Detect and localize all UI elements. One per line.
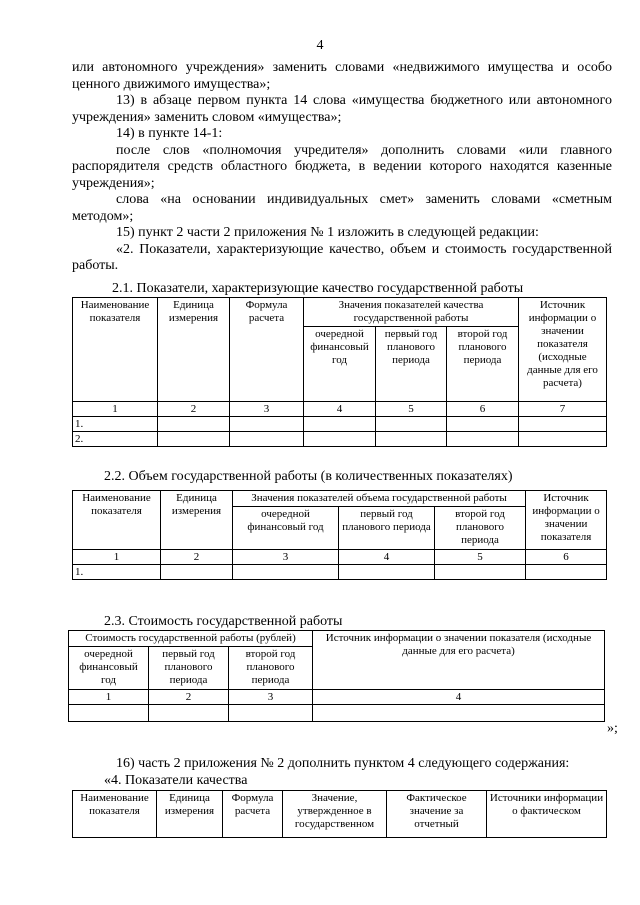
table3-heading: 2.3. Стоимость государственной работы [104,614,343,629]
table2-header-source: Источник информации о значении показателя [526,491,607,550]
table1-header-group: Значения показателей качества государственной работы [304,298,519,327]
table1-col-number: 5 [376,402,447,417]
table1-col-number: 7 [519,402,607,417]
table2-col-number: 4 [339,550,435,565]
table1-col-number: 1 [73,402,158,417]
table2-header-group: Значения показателей объема государственной работы [233,491,526,507]
table1-header-first-year: первый год планового периода [376,327,447,402]
table4-header-name: Наименование показателя [73,791,157,838]
paragraph-13: 13) в абзаце первом пункта 14 слова «имущества бюджетного или автономного учреждения» заменить словом «имущества»; [72,93,612,125]
table1-header-second-year: второй год планового периода [447,327,519,402]
table-row [73,565,607,580]
paragraph-14-words: слова «на основании индивидуальных смет» заменить словами «сметным методом»; [72,192,612,224]
table1-col-number: 2 [158,402,230,417]
page-number: 4 [316,38,324,53]
table1-col-number: 4 [304,402,376,417]
table1-header-name: Наименование показателя [73,298,158,402]
table2-row-label: 1. [73,565,161,580]
table-quality-indicators [72,297,607,447]
paragraph-16: 16) часть 2 приложения № 2 дополнить пунктом 4 следующего содержания: [116,756,570,771]
table1-header-current-year: очередной финансовый год [304,327,376,402]
table3-header-source: Источник информации о значении показателя (исходные данные для его расчета) [313,631,605,690]
table2-header-second-year: второй год планового периода [435,507,526,550]
body-text [72,60,612,275]
table2-header-name: Наименование показателя [73,491,161,550]
table3-header-first-year: первый год планового периода [149,647,229,690]
table1-header-source: Источник информации о значении показателя (исходные данные для его расчета) [519,298,607,402]
table3-col-number: 2 [149,690,229,705]
table1-col-number: 6 [447,402,519,417]
table4-header-unit: Единица измерения [157,791,223,838]
table1-heading: 2.1. Показатели, характеризующие качество государственной работы [112,281,524,296]
table1-header-unit: Единица измерения [158,298,230,402]
paragraph-15: 15) пункт 2 части 2 приложения № 1 изложить в следующей редакции: [116,225,539,240]
table4-header-source: Источники информации о фактическом [487,791,607,838]
table2-header-first-year: первый год планового периода [339,507,435,550]
table3-header-second-year: второй год планового периода [229,647,313,690]
table3-col-number: 1 [69,690,149,705]
table1-header-formula: Формула расчета [230,298,304,402]
table4-header-actual: Фактическое значение за отчетный [387,791,487,838]
table-quality-indicators-appendix2 [72,790,607,838]
table2-header-current-year: очередной финансовый год [233,507,339,550]
table3-closing-quote: »; [607,721,618,736]
table3-header-group: Стоимость государственной работы (рублей) [69,631,313,647]
paragraph-continuation: или автономного учреждения» заменить словами «недвижимого имущества и особо ценного движимого имущества»; [72,60,612,92]
table-row [73,432,607,447]
paragraph-14: 14) в пункте 14-1: [116,126,223,141]
table1-col-number: 3 [230,402,304,417]
table2-col-number: 1 [73,550,161,565]
table1-row-label: 2. [73,432,158,447]
table2-heading: 2.2. Объем государственной работы (в количественных показателях) [104,469,513,484]
table3-header-current-year: очередной финансовый год [69,647,149,690]
paragraph-16-block [72,756,612,773]
table-row [69,705,605,722]
table2-col-number: 6 [526,550,607,565]
table-row [73,417,607,432]
table4-header-formula: Формула расчета [223,791,283,838]
table3-col-number: 4 [313,690,605,705]
table2-col-number: 2 [161,550,233,565]
table2-header-unit: Единица измерения [161,491,233,550]
table-work-volume [72,490,607,580]
table2-col-number: 5 [435,550,526,565]
table2-col-number: 3 [233,550,339,565]
table4-header-value: Значение, утвержденное в государственном [283,791,387,838]
paragraph-15-quote: «2. Показатели, характеризующие качество, объем и стоимость государственной работы. [72,241,612,273]
table4-heading: «4. Показатели качества [104,773,248,788]
paragraph-14-after-words: после слов «полномочия учредителя» дополнить словами «или главного распорядителя средств областного бюджета, в ведении которого находятся казенные учреждения»; [72,142,612,191]
table1-row-label: 1. [73,417,158,432]
table-work-cost [68,630,605,722]
table3-col-number: 3 [229,690,313,705]
